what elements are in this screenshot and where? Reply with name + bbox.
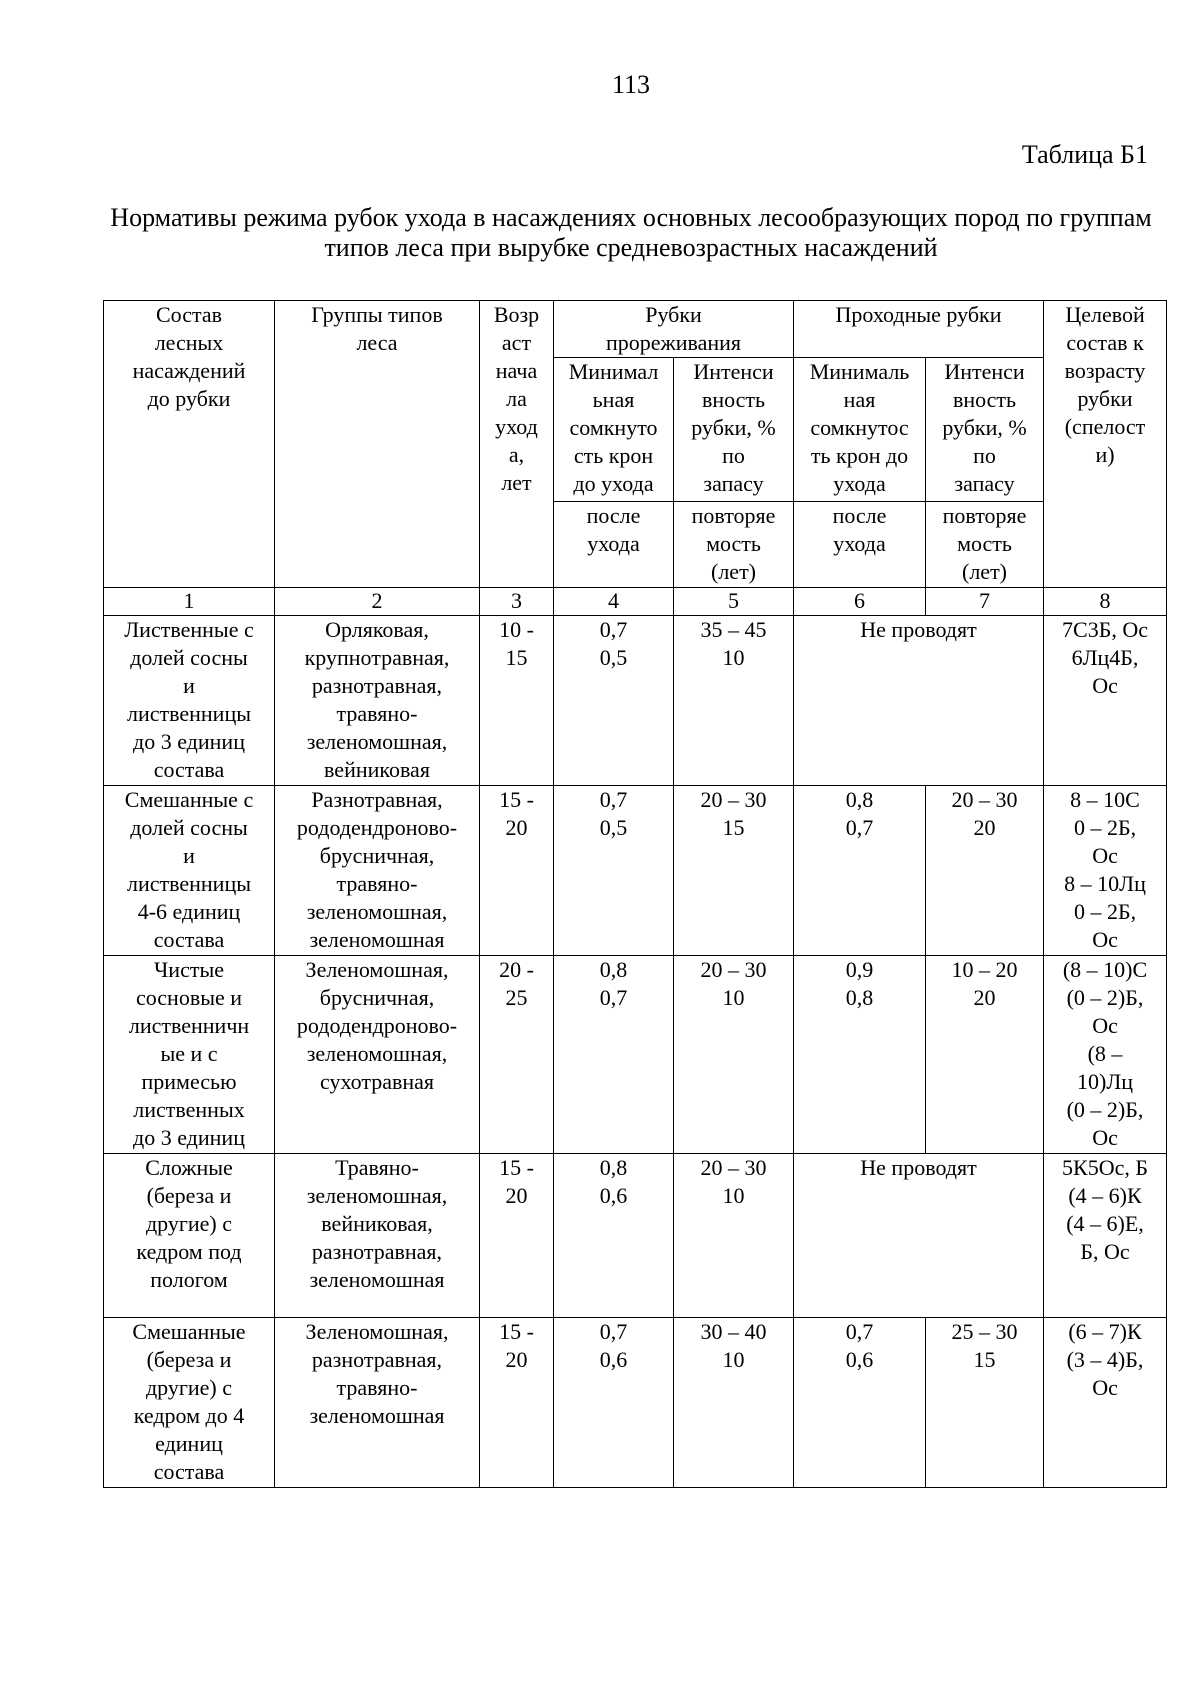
- column-number: 6: [794, 588, 926, 616]
- cell-target-composition: 5К5Ос, Б (4 – 6)К (4 – 6)Е, Б, Ос: [1044, 1154, 1167, 1318]
- cell-start-age: 15 - 20: [480, 786, 554, 956]
- column-number: 4: [554, 588, 674, 616]
- header-passage-group: Проходные рубки: [794, 301, 1044, 358]
- cell-thin-intensity: 30 – 40 10: [674, 1318, 794, 1488]
- cell-pass-intensity: 25 – 30 15: [926, 1318, 1044, 1488]
- cell-pass-intensity: 10 – 20 20: [926, 956, 1044, 1154]
- cell-start-age: 20 - 25: [480, 956, 554, 1154]
- header-thinning-group: Рубки прореживания: [554, 301, 794, 358]
- cell-forest-types: Орляковая, крупнотравная, разнотравная, травяно- зеленомошная, вейниковая: [275, 616, 480, 786]
- cell-thin-intensity: 20 – 30 10: [674, 956, 794, 1154]
- header-pass-density: Минималь ная сомкнутос ть крон до ухода: [794, 358, 926, 502]
- header-composition: Состав лесных насаждений до рубки: [104, 301, 275, 588]
- column-number: 8: [1044, 588, 1167, 616]
- cell-target-composition: 8 – 10С 0 – 2Б, Ос 8 – 10Лц 0 – 2Б, Ос: [1044, 786, 1167, 956]
- header-pass-repeat: повторяе мость (лет): [926, 502, 1044, 588]
- cell-thin-density: 0,7 0,5: [554, 786, 674, 956]
- header-forest-types: Группы типов леса: [275, 301, 480, 588]
- column-number: 1: [104, 588, 275, 616]
- cell-thin-intensity: 35 – 45 10: [674, 616, 794, 786]
- page-number: 113: [611, 70, 651, 99]
- cell-composition: Сложные (береза и другие) с кедром под пологом: [104, 1154, 275, 1318]
- column-number: 7: [926, 588, 1044, 616]
- header-thin-intensity: Интенси вность рубки, % по запасу: [674, 358, 794, 502]
- cell-passage-not-conducted: Не проводят: [794, 1154, 1044, 1318]
- cell-thin-density: 0,8 0,6: [554, 1154, 674, 1318]
- column-number: 5: [674, 588, 794, 616]
- column-number-row: [104, 588, 1167, 616]
- table-row: [104, 616, 1167, 786]
- header-pass-intensity: Интенси вность рубки, % по запасу: [926, 358, 1044, 502]
- cell-composition: Смешанные (береза и другие) с кедром до 4 единиц состава: [104, 1318, 275, 1488]
- cell-target-composition: (6 – 7)К (3 – 4)Б, Ос: [1044, 1318, 1167, 1488]
- cell-target-composition: (8 – 10)С (0 – 2)Б, Ос (8 – 10)Лц (0 – 2)Б, Ос: [1044, 956, 1167, 1154]
- cell-composition: Смешанные с долей сосны и лиственницы 4-6 единиц состава: [104, 786, 275, 956]
- header-thin-density: Минимал ьная сомкнуто сть крон до ухода: [554, 358, 674, 502]
- norms-table: [103, 300, 1167, 1488]
- header-start-age: Возр аст нача ла уход а, лет: [480, 301, 554, 588]
- cell-pass-density: 0,7 0,6: [794, 1318, 926, 1488]
- header-thin-after: после ухода: [554, 502, 674, 588]
- cell-start-age: 10 - 15: [480, 616, 554, 786]
- table-title: Нормативы режима рубок ухода в насаждениях основных лесообразующих пород по группам типов леса при вырубке средневозрастных насаждений: [110, 203, 1152, 262]
- cell-composition: Лиственные с долей сосны и лиственницы до 3 единиц состава: [104, 616, 275, 786]
- cell-passage-not-conducted: Не проводят: [794, 616, 1044, 786]
- cell-pass-density: 0,9 0,8: [794, 956, 926, 1154]
- table-row: [104, 1318, 1167, 1488]
- cell-target-composition: 7С3Б, Ос 6Лц4Б, Ос: [1044, 616, 1167, 786]
- header-row-1: [104, 301, 1167, 358]
- cell-pass-intensity: 20 – 30 20: [926, 786, 1044, 956]
- table-row: [104, 786, 1167, 956]
- table-row: [104, 1154, 1167, 1318]
- table-label: Таблица Б1: [1021, 140, 1148, 169]
- column-number: 2: [275, 588, 480, 616]
- cell-pass-density: 0,8 0,7: [794, 786, 926, 956]
- header-target-composition: Целевой состав к возрасту рубки (спелост и): [1044, 301, 1167, 588]
- cell-forest-types: Зеленомошная, брусничная, рододендроново- зеленомошная, сухотравная: [275, 956, 480, 1154]
- column-number: 3: [480, 588, 554, 616]
- cell-forest-types: Разнотравная, рододендроново- брусничная, травяно- зеленомошная, зеленомошная: [275, 786, 480, 956]
- header-pass-after: после ухода: [794, 502, 926, 588]
- cell-start-age: 15 - 20: [480, 1154, 554, 1318]
- cell-thin-intensity: 20 – 30 15: [674, 786, 794, 956]
- cell-composition: Чистые сосновые и лиственничн ые и с примесью лиственных до 3 единиц: [104, 956, 275, 1154]
- table-row: [104, 956, 1167, 1154]
- cell-thin-intensity: 20 – 30 10: [674, 1154, 794, 1318]
- cell-forest-types: Травяно- зеленомошная, вейниковая, разнотравная, зеленомошная: [275, 1154, 480, 1318]
- cell-forest-types: Зеленомошная, разнотравная, травяно- зеленомошная: [275, 1318, 480, 1488]
- cell-start-age: 15 - 20: [480, 1318, 554, 1488]
- cell-thin-density: 0,7 0,6: [554, 1318, 674, 1488]
- cell-thin-density: 0,8 0,7: [554, 956, 674, 1154]
- cell-thin-density: 0,7 0,5: [554, 616, 674, 786]
- header-thin-repeat: повторяе мость (лет): [674, 502, 794, 588]
